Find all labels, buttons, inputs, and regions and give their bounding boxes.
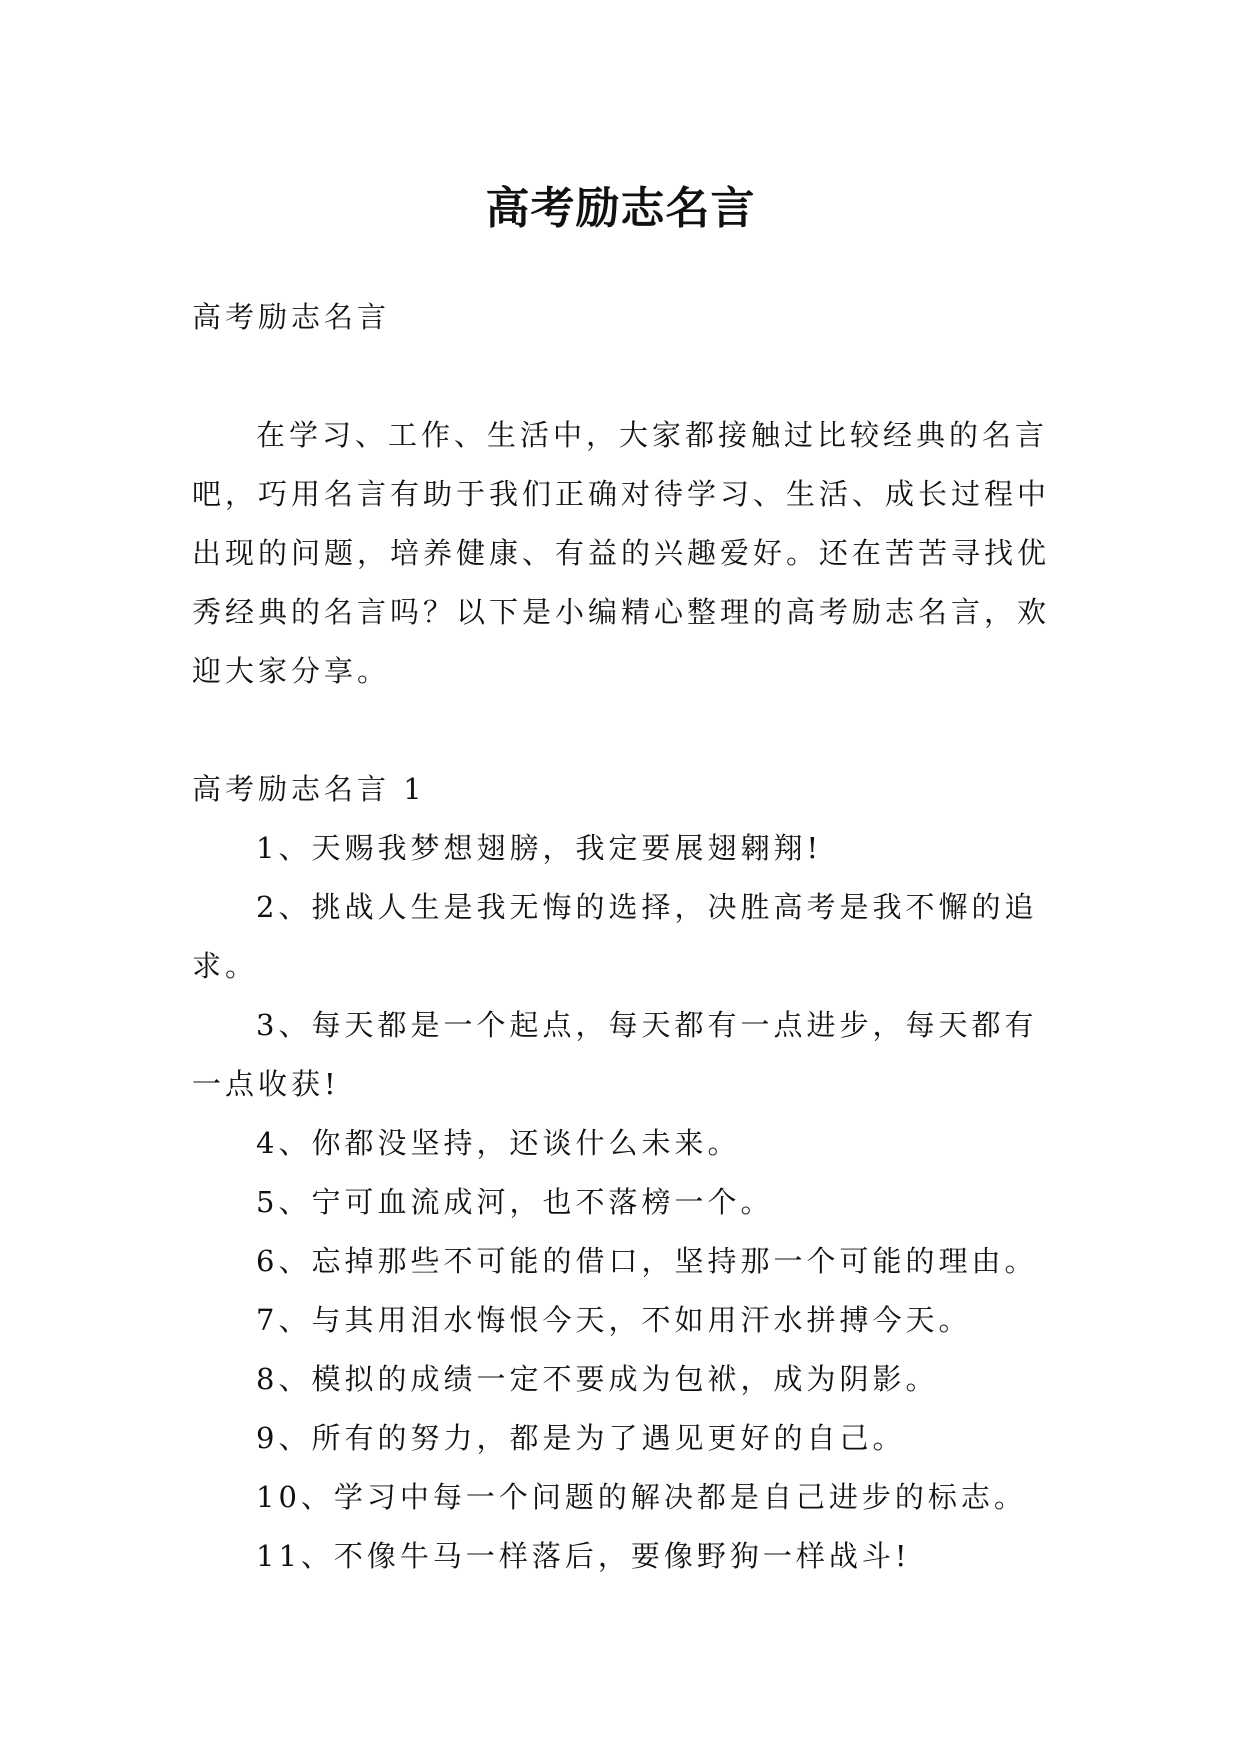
quote-item: 1、天赐我梦想翅膀，我定要展翅翱翔! xyxy=(256,831,823,865)
quote-item: 5、宁可血流成河，也不落榜一个。 xyxy=(256,1185,774,1219)
quote-item: 11、不像牛马一样落后，要像野狗一样战斗! xyxy=(256,1539,911,1573)
quote-item: 3、每天都是一个起点，每天都有一点进步，每天都有一点收获! xyxy=(192,1008,1038,1101)
document-body xyxy=(192,288,1054,1586)
quote-item: 8、模拟的成绩一定不要成为包袱，成为阴影。 xyxy=(256,1362,939,1396)
quote-item: 2、挑战人生是我无悔的选择，决胜高考是我不懈的追求。 xyxy=(192,890,1038,983)
document-subtitle: 高考励志名言 xyxy=(192,300,391,334)
document-title: 高考励志名言 xyxy=(485,183,756,235)
quote-item: 4、你都没坚持，还谈什么未来。 xyxy=(256,1126,741,1160)
section-heading: 高考励志名言 1 xyxy=(192,772,426,806)
quote-item: 7、与其用泪水悔恨今天，不如用汗水拼搏今天。 xyxy=(256,1303,972,1337)
quote-item: 6、忘掉那些不可能的借口，坚持那一个可能的理由。 xyxy=(256,1244,1038,1278)
intro-paragraph: 在学习、工作、生活中，大家都接触过比较经典的名言吧，巧用名言有助于我们正确对待学习、生活、成长过程中出现的问题，培养健康、有益的兴趣爱好。还在苦苦寻找优秀经典的名言吗？以下是小编精心整理的高考励志名言，欢迎大家分享。 xyxy=(192,418,1051,688)
quote-item: 10、学习中每一个问题的解决都是自己进步的标志。 xyxy=(256,1480,1027,1514)
quote-item: 9、所有的努力，都是为了遇见更好的自己。 xyxy=(256,1421,906,1455)
